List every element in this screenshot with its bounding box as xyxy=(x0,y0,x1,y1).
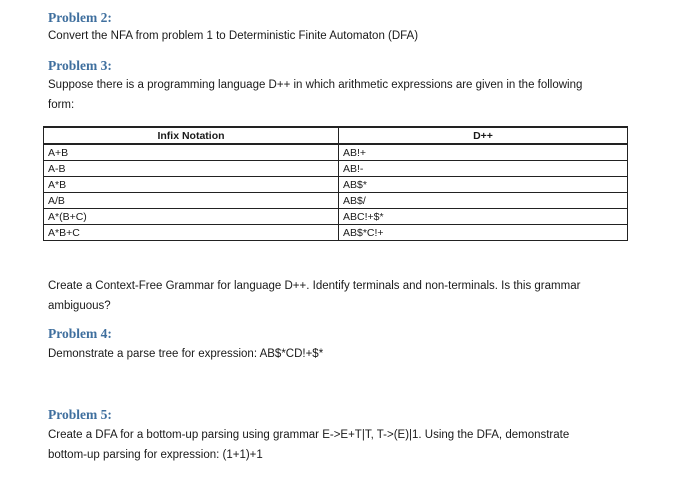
header-dpp: D++ xyxy=(339,127,628,144)
problem-2-text: Convert the NFA from problem 1 to Deterministic Finite Automaton (DFA) xyxy=(48,30,419,42)
problem-5-line-1: Create a DFA for a bottom-up parsing using grammar E->E+T|T, T->(E)|1. Using the DFA, demonstrate xyxy=(48,429,570,441)
problem-5-line-2: bottom-up parsing for expression: (1+1)+1 xyxy=(48,449,263,461)
table-row xyxy=(44,225,628,241)
infix-cell: A*B+C xyxy=(44,225,339,241)
problem-4-heading: Problem 4: xyxy=(48,326,112,341)
problem-3-heading: Problem 3: xyxy=(48,58,112,73)
dpp-cell: AB$/ xyxy=(339,193,628,209)
infix-cell: A/B xyxy=(44,193,339,209)
dpp-cell: AB$* xyxy=(339,177,628,193)
infix-cell: A*(B+C) xyxy=(44,209,339,225)
header-infix-notation: Infix Notation xyxy=(44,127,339,144)
notation-table xyxy=(43,126,628,241)
problem-4-text: Demonstrate a parse tree for expression: AB$*CD!+$* xyxy=(48,348,324,360)
table-row xyxy=(44,193,628,209)
problem-5-heading: Problem 5: xyxy=(48,407,112,422)
dpp-cell: AB!- xyxy=(339,161,628,177)
table-row xyxy=(44,161,628,177)
infix-cell: A*B xyxy=(44,177,339,193)
dpp-cell: AB$*C!+ xyxy=(339,225,628,241)
problem-2-heading: Problem 2: xyxy=(48,10,112,25)
table-row xyxy=(44,209,628,225)
table-row xyxy=(44,177,628,193)
problem-3-intro-line-1: Suppose there is a programming language D++ in which arithmetic expressions are given in the following xyxy=(48,79,583,91)
table-header-row xyxy=(44,127,628,144)
problem-3-task-line-2: ambiguous? xyxy=(48,300,111,312)
dpp-cell: ABC!+$* xyxy=(339,209,628,225)
table-row xyxy=(44,144,628,161)
infix-cell: A+B xyxy=(44,144,339,161)
problem-3-intro-line-2: form: xyxy=(48,99,75,111)
dpp-cell: AB!+ xyxy=(339,144,628,161)
infix-cell: A-B xyxy=(44,161,339,177)
problem-3-task-line-1: Create a Context-Free Grammar for language D++. Identify terminals and non-terminals. Is this grammar xyxy=(48,280,581,292)
